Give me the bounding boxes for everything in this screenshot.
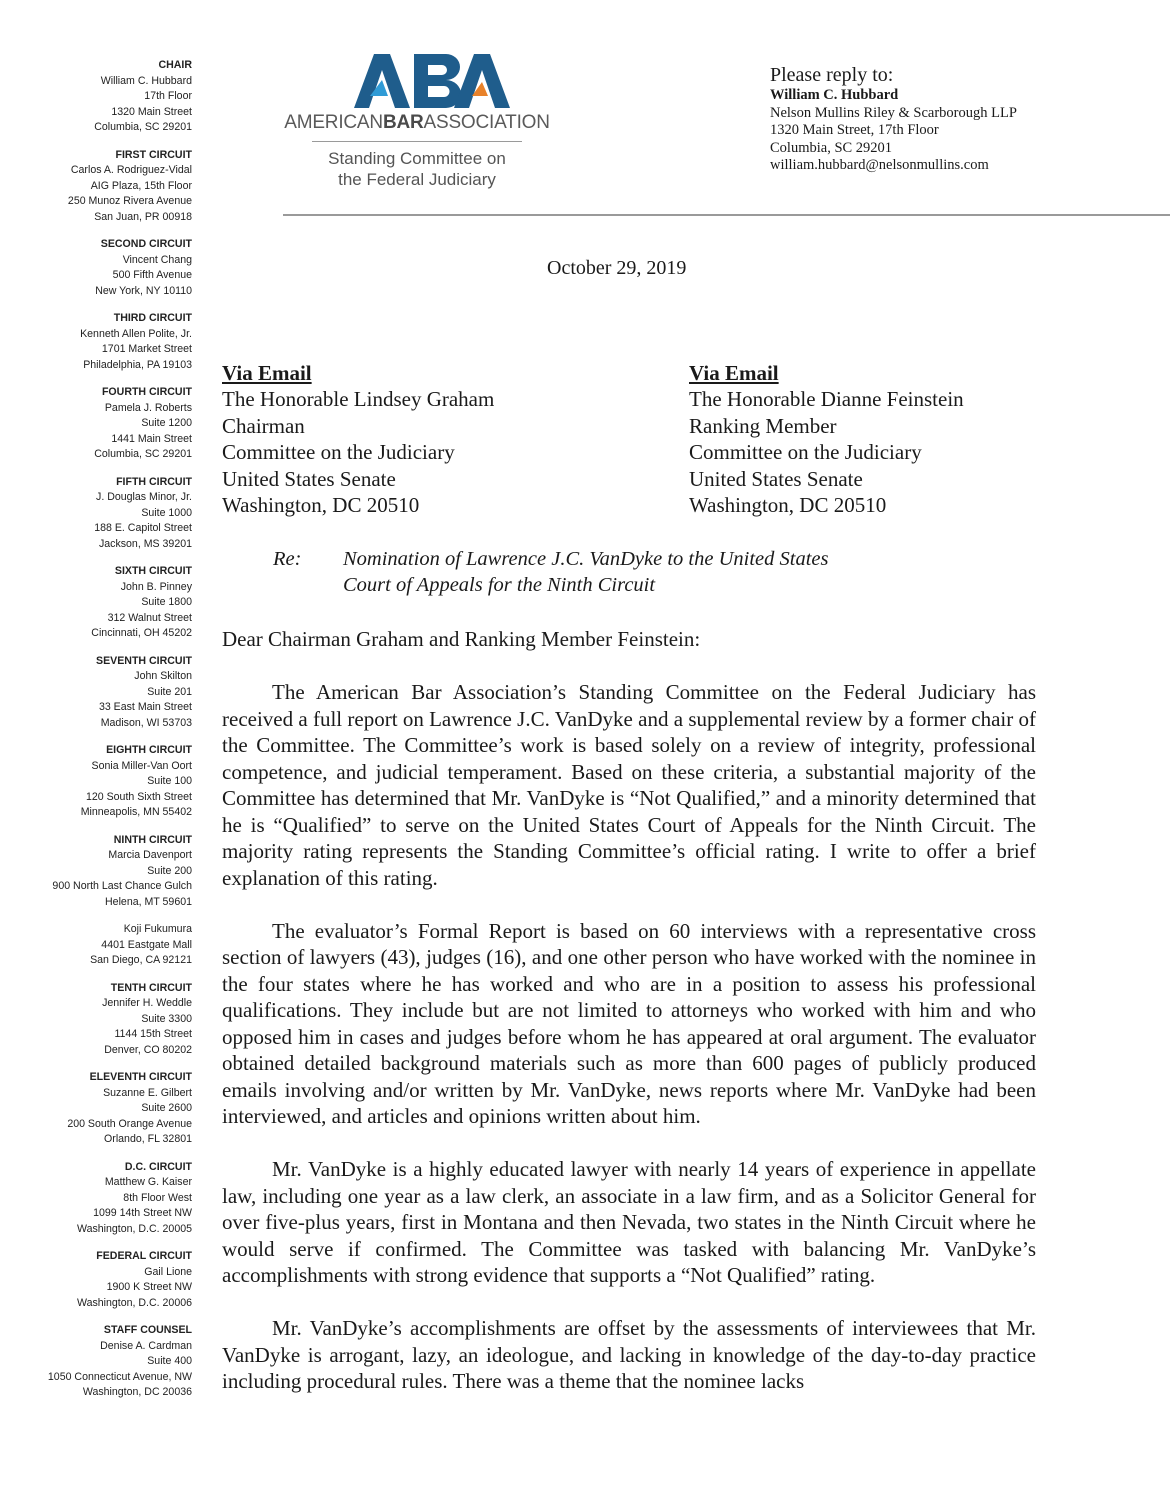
roster-line: Marcia Davenport (108, 849, 192, 861)
roster-line: Suite 100 (147, 775, 192, 787)
roster-line: Jennifer H. Weddle (102, 997, 192, 1009)
aba-logo (282, 50, 552, 200)
roster-block (30, 564, 192, 642)
roster-line: Suite 200 (147, 864, 192, 877)
reply-email[interactable]: william.hubbard@nelsonmullins.com (770, 157, 989, 173)
roster-block (30, 654, 192, 732)
addressee-line: The Honorable Dianne Feinstein (689, 387, 964, 412)
roster-block (30, 743, 192, 821)
roster-line: John B. Pinney (120, 580, 192, 593)
roster-line: 1144 15th Street (114, 1028, 192, 1040)
letter-body (222, 679, 1036, 1421)
roster-line: Orlando, FL 32801 (104, 1133, 192, 1145)
addressee-line: Washington, DC 20510 (222, 493, 420, 518)
roster-line: Kenneth Allen Polite, Jr. (80, 327, 192, 340)
salutation: Dear Chairman Graham and Ranking Member Feinstein: (222, 627, 701, 651)
roster-line: Washington, D.C. 20005 (76, 1222, 192, 1235)
roster-line: Minneapolis, MN 55402 (80, 806, 192, 818)
roster-line: Pamela J. Roberts (104, 401, 192, 414)
logo-committee-name: Standing Committee on the Federal Judiciary (328, 149, 506, 189)
roster-line: William C. Hubbard (100, 74, 192, 87)
addressee-line: Committee on the Judiciary (222, 440, 455, 465)
roster-line: 33 East Main Street (98, 701, 192, 713)
roster-line: Philadelphia, PA 19103 (83, 358, 192, 371)
header-divider (283, 214, 1170, 216)
roster-line: Washington, DC 20036 (82, 1386, 192, 1398)
roster-heading: FIRST CIRCUIT (115, 148, 192, 161)
addressee-left (222, 360, 494, 518)
roster-line: Sonia Miller-Van Oort (91, 759, 192, 772)
roster-block (30, 833, 192, 911)
reply-to-block (770, 63, 1160, 175)
roster-line: 1441 Main Street (111, 432, 192, 445)
roster-block (30, 1323, 192, 1401)
roster-heading: FEDERAL CIRCUIT (96, 1250, 192, 1262)
roster-line: Gail Lione (144, 1265, 192, 1278)
subject-text: Nomination of Lawrence J.C. VanDyke to the United States Court of Appeals for the Ninth Circuit (343, 548, 829, 596)
roster-block (30, 148, 192, 226)
subject-label: Re: (273, 548, 302, 570)
roster-line: Suite 400 (147, 1355, 192, 1367)
roster-line: Denver, CO 80202 (104, 1043, 192, 1056)
roster-line: San Juan, PR 00918 (94, 210, 192, 223)
roster-line: 500 Fifth Avenue (112, 269, 192, 281)
roster-line: Koji Fukumura (123, 923, 192, 935)
roster-line: AIG Plaza, 15th Floor (90, 179, 192, 192)
roster-heading: EIGHTH CIRCUIT (106, 744, 192, 756)
roster-heading: FOURTH CIRCUIT (101, 386, 192, 398)
addressee-right (689, 360, 964, 518)
logo-organization-name: AMERICANBARASSOCIATION (284, 112, 550, 133)
roster-line: Cincinnati, OH 45202 (91, 627, 192, 639)
roster-heading: SIXTH CIRCUIT (114, 565, 192, 577)
roster-line: 188 E. Capitol Street (94, 522, 192, 534)
roster-block (30, 58, 192, 136)
addressee-line: Washington, DC 20510 (689, 493, 887, 518)
addressee-line: The Honorable Lindsey Graham (222, 387, 495, 412)
roster-heading: STAFF COUNSEL (103, 1324, 192, 1336)
roster-heading: NINTH CIRCUIT (113, 833, 192, 846)
body-paragraph: Mr. VanDyke is a highly educated lawyer with nearly 14 years of experience in appellate law, including one year as a law clerk, an associate in a law firm, and as a Solicitor General for over five-plus years, first in Montana and then Nevada, two states in the Ninth Circuit where he would serve if confirmed. The Committee was tasked with balancing Mr. VanDyke’s accomplishments with strong evidence that supports a “Not Qualified” rating. (222, 1157, 1036, 1287)
roster-block (30, 237, 192, 299)
body-paragraph: Mr. VanDyke’s accomplishments are offset by the assessments of interviewees that Mr. VanDyke is arrogant, lazy, an ideologue, and lacking in knowledge of the day-to-day practice including procedural rules. There was a theme that the nominee lacks (222, 1316, 1036, 1393)
roster-line: Suzanne E. Gilbert (103, 1086, 192, 1099)
roster-line: New York, NY 10110 (95, 284, 192, 297)
roster-line: Carlos A. Rodriguez-Vidal (70, 164, 192, 176)
roster-block (30, 1160, 192, 1238)
reply-city: Columbia, SC 29201 (770, 139, 893, 156)
roster-line: J. Douglas Minor, Jr. (96, 491, 192, 503)
roster-heading: SEVENTH CIRCUIT (96, 654, 192, 667)
roster-block (30, 385, 192, 463)
roster-line: 17th Floor (144, 90, 192, 102)
roster-heading: ELEVENTH CIRCUIT (89, 1071, 192, 1083)
roster-line: 200 South Orange Avenue (67, 1117, 192, 1130)
roster-line: 8th Floor West (123, 1191, 192, 1204)
roster-line: Matthew G. Kaiser (104, 1176, 192, 1188)
roster-line: Suite 1200 (141, 417, 192, 429)
roster-heading: THIRD CIRCUIT (113, 312, 192, 324)
logo-divider (312, 141, 522, 142)
roster-line: Helena, MT 59601 (105, 895, 192, 908)
reply-firm: Nelson Mullins Riley & Scarborough LLP (770, 104, 1017, 121)
roster-heading: CHAIR (158, 59, 192, 71)
roster-line: Suite 1800 (141, 596, 192, 608)
roster-heading: FIFTH CIRCUIT (116, 475, 192, 488)
roster-line: Suite 3300 (141, 1012, 192, 1025)
roster-line: Columbia, SC 29201 (94, 121, 192, 133)
roster-block (30, 1070, 192, 1148)
letter-date: October 29, 2019 (547, 257, 687, 279)
roster-line: 1099 14th Street NW (93, 1207, 192, 1219)
addressee-line: Chairman (222, 413, 305, 438)
roster-line: Denise A. Cardman (100, 1339, 192, 1352)
roster-block (30, 922, 192, 969)
reply-title: Please reply to: (770, 64, 894, 86)
roster-block (30, 311, 192, 373)
roster-line: 4401 Eastgate Mall (101, 938, 192, 951)
roster-line: 1900 K Street NW (106, 1281, 192, 1293)
body-paragraph: The American Bar Association’s Standing Committee on the Federal Judiciary has received a full report on Lawrence J.C. VanDyke and a supplemental review by a former chair of the Committee. The Committee’s work is based solely on a review of integrity, professional competence, and judicial temperament. Based on these criteria, a substantial majority of the Committee has determined that Mr. VanDyke is “Not Qualified,” and a minority determined that he is “Qualified” to serve on the United States Court of Appeals for the Ninth Circuit. The majority rating represents the Standing Committee’s official rating. I write to offer a brief explanation of this rating. (222, 680, 1036, 890)
reply-street: 1320 Main Street, 17th Floor (770, 122, 939, 138)
roster-block (30, 981, 192, 1059)
roster-line: Madison, WI 53703 (100, 716, 192, 729)
roster-line: Jackson, MS 39201 (98, 537, 192, 550)
roster-line: Suite 201 (147, 685, 192, 698)
addressee-line: Ranking Member (689, 413, 837, 438)
roster-line: 1320 Main Street (111, 105, 192, 118)
roster-line: San Diego, CA 92121 (90, 954, 192, 966)
roster-line: 120 South Sixth Street (85, 790, 192, 803)
roster-block (30, 475, 192, 553)
roster-block (30, 1249, 192, 1311)
reply-name: William C. Hubbard (770, 87, 899, 103)
roster-line: 1050 Connecticut Avenue, NW (47, 1370, 192, 1383)
roster-heading: SECOND CIRCUIT (100, 238, 192, 250)
via-email-label: Via Email (689, 361, 779, 385)
roster-line: Suite 2600 (141, 1102, 192, 1114)
roster-heading: D.C. CIRCUIT (124, 1160, 192, 1173)
committee-roster (30, 58, 192, 1413)
roster-line: 312 Walnut Street (107, 611, 192, 624)
addressee-line: United States Senate (689, 466, 863, 491)
roster-line: 250 Munoz Rivera Avenue (67, 195, 192, 207)
roster-heading: TENTH CIRCUIT (110, 981, 192, 994)
via-email-label: Via Email (222, 361, 312, 385)
roster-line: 900 North Last Chance Gulch (52, 880, 192, 892)
roster-line: Vincent Chang (122, 253, 192, 266)
roster-line: John Skilton (134, 670, 192, 682)
aba-logo-mark-icon (282, 50, 552, 112)
roster-line: Washington, D.C. 20006 (76, 1296, 192, 1309)
body-paragraph: The evaluator’s Formal Report is based on 60 interviews with a representative cross section of lawyers (43), judges (16), and one other person who have worked with the nominee in the four states where he has worked and who are in a position to assess his professional qualifications. They include but are not limited to attorneys who worked with him and who opposed him in cases and judges before whom he has appeared at oral argument. The evaluator obtained detailed background materials such as more than 600 pages of publicly produced emails involving and/or written by Mr. VanDyke, news reports where Mr. VanDyke had been interviewed, and articles and opinions written about him. (222, 918, 1036, 1128)
addressee-line: United States Senate (222, 466, 396, 491)
roster-line: Columbia, SC 29201 (94, 448, 192, 460)
roster-line: 1701 Market Street (101, 343, 192, 355)
roster-line: Suite 1000 (141, 506, 192, 519)
addressee-line: Committee on the Judiciary (689, 440, 922, 465)
